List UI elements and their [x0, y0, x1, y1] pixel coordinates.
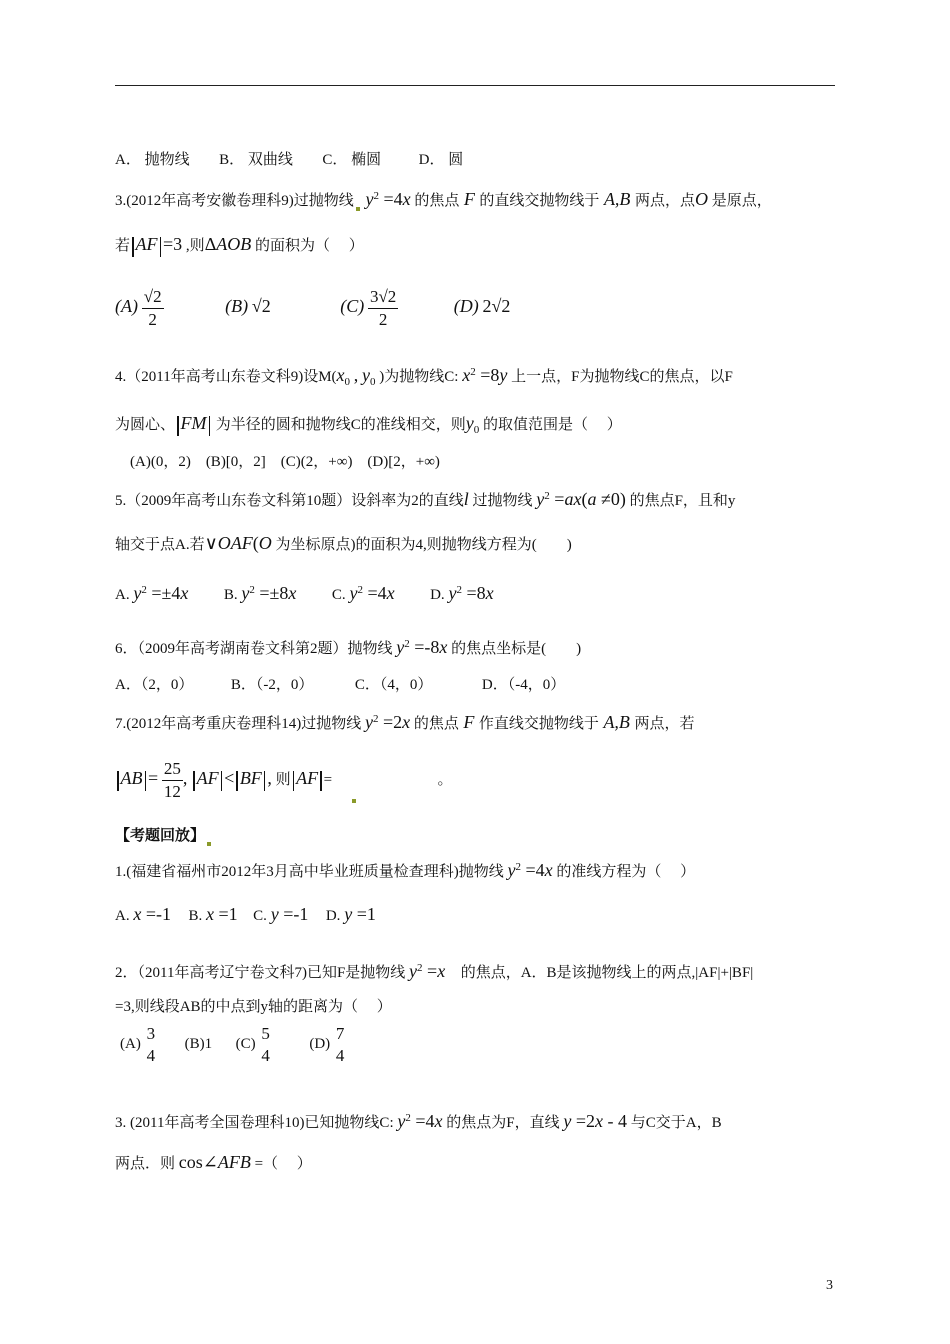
q5-line2: 轴交于点A.若∨OAF(O 为坐标原点)的面积为4,则抛物线方程为( ) — [115, 533, 572, 553]
marker-dot — [352, 799, 356, 803]
q4-line2: 为圆心、 FM 为半径的圆和抛物线C的准线相交，则$y_0$ 的取值范围是（ ） — [115, 413, 622, 436]
r3-line2: 两点．则 cos∠AFB =（ ） — [115, 1152, 312, 1172]
r1-options: A. x =-1 B. x =1 C. y =-1 D. y =1 — [115, 904, 376, 924]
frac-3sqrt2-over-2: $\frac{3√2}{2}$ — [369, 287, 397, 330]
r2-options: (A) 3 4 (B)1 (C) 5 4 (D) 7 4 — [120, 1023, 345, 1065]
q6-choices: A．（2，0） B．（-2，0） C．（4，0） D．（-4，0） — [115, 677, 566, 693]
q3-options: (A) $\frac{√2}{2}$ (B) √2 (C) $\frac{3√2}{2}$ (D) 2√2 — [115, 287, 511, 330]
q3-line2: 若 AF =3 ,则ΔAOB 的面积为（ ） — [115, 234, 364, 257]
q4-choices: (A)(0，2) (B)[0，2] (C)(2，+∞) (D)[2，+∞) — [130, 454, 440, 470]
frac-7-over-4: 7 4 — [335, 1023, 345, 1065]
choice-d: D． 圆 — [418, 152, 464, 168]
q5-line1: 5.（2009年高考山东卷文科第10题）设斜率为2的直线l 过抛物线 $y^2 =ax(a \ne 0)$ 的焦点F，且和y — [115, 489, 736, 509]
q7-line2: AB = $\frac{25}{12}$ , AF < BF , 则 AF = 。 — [115, 756, 453, 803]
q5-options: A. $y^2 =\pm 4x$ B. $y^2 =\pm 8x$ C. $y^2 =4x$ D. $y^2 =8x$ — [115, 583, 494, 603]
q3-line1: 3.(2012年高考安徽卷理科9)过抛物线 $y^2 =4x$ 的焦点 F 的直线交抛物线于 A,B 两点，点O 是原点， — [115, 189, 772, 209]
q6-line1: 6．（2009年高考湖南卷文科第2题）抛物线 $y^2 =-8x$ 的焦点坐标是( ) — [115, 637, 582, 657]
choice-a: A． 抛物线 — [115, 152, 190, 168]
r2-line2: =3,则线段AB的中点到y轴的距离为（ ） — [115, 999, 392, 1015]
prev-choices — [115, 150, 463, 170]
frac-3-over-4: 3 4 — [146, 1023, 156, 1065]
choice-c: C． 椭圆 — [322, 152, 382, 168]
marker-dot — [207, 842, 211, 846]
r2-line1: 2．（2011年高考辽宁卷文科7)已知F是抛物线 $y^2 =x$ 的焦点，A．B是该抛物线上的两点,|AF|+|BF| — [115, 961, 754, 981]
r1-line1: 1.(福建省福州市2012年3月高中毕业班质量检查理科)抛物线 $y^2 =4x$ 的准线方程为（ ） — [115, 860, 696, 880]
choice-b: B． 双曲线 — [219, 152, 293, 168]
section-heading: 【考题回放】 — [115, 826, 213, 846]
frac-sqrt2-over-2: $\frac{√2}{2}$ — [143, 287, 162, 330]
q4-line1: 4.（2011年高考山东卷文科9)设$M(x_0$ , $y_0$ )为抛物线C: $x^2 =8y$ 上一点，F为抛物线C的焦点，以F — [115, 365, 733, 388]
r3-line1: 3. (2011年高考全国卷理科10)已知抛物线C: $y^2 =4x$ 的焦点为F，直线 y =2x - 4 与C交于A，B — [115, 1111, 722, 1131]
frac-5-over-4: 5 4 — [261, 1023, 270, 1065]
marker-dot — [356, 207, 360, 211]
q7-line1: 7.(2012年高考重庆卷理科14)过抛物线 $y^2 =2x$ 的焦点 F 作直线交抛物线于 A,B 两点，若 — [115, 712, 695, 732]
header-rule — [115, 85, 835, 86]
page-number: 3 — [826, 1278, 833, 1293]
frac-25-over-12: $\frac{25}{12}$ — [163, 759, 181, 802]
